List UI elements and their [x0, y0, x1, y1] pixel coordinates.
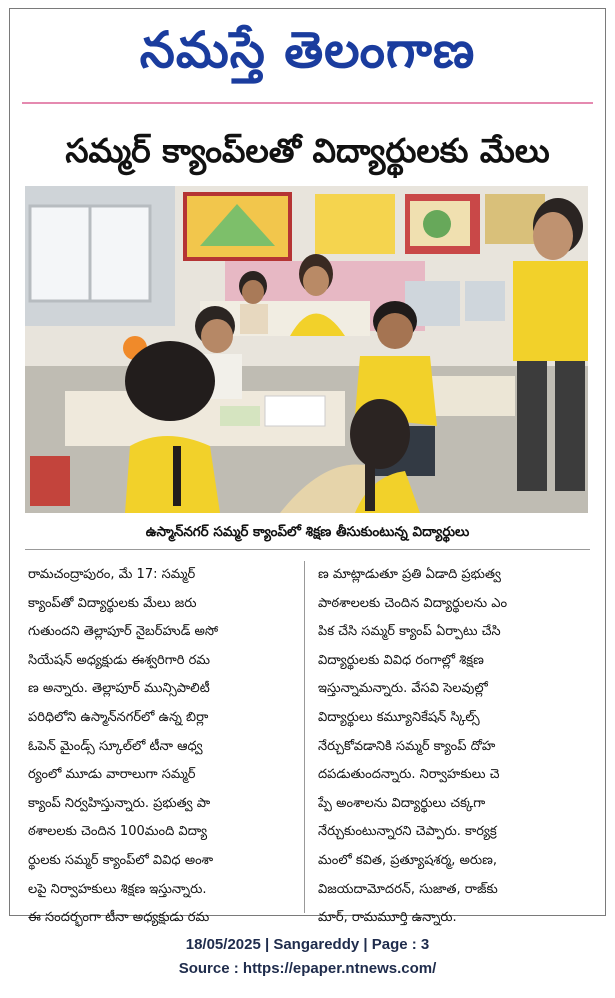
article-line: విజయదామోదరన్, సుజాత, రాజ్‌కు: [318, 881, 498, 897]
article-line: పరిధిలోని ఉస్మాన్‌నగర్‌లో ఉన్న బిర్లా: [28, 709, 209, 725]
article-line: ఠశాలలకు చెందిన 100మంది విద్యా: [28, 824, 208, 840]
article-line: నేర్చుకుంటున్నారని చెప్పారు. కార్యక్ర: [318, 824, 497, 840]
article-line: క్యాంప్‌తో విద్యార్థులకు మేలు జరు: [28, 595, 197, 611]
article-line: విద్యార్థులకు వివిధ రంగాల్లో శిక్షణ: [318, 652, 484, 668]
article-line: గుతుందని తెల్లాపూర్ నైబర్‌హుడ్ అసో: [28, 624, 219, 640]
masthead-logo: నమస్తే తెలంగాణ: [139, 21, 476, 79]
article-line: మంలో కవిత, ప్రత్యూషశర్మ, అరుణ,: [318, 852, 498, 868]
article-line: పిక చేసి సమ్మర్ క్యాంప్ ఏర్పాటు చేసి: [318, 624, 501, 640]
article-line: సియేషన్ అధ్యక్షుడు ఈశ్వరిగారి రమ: [28, 652, 211, 668]
news-photo: [25, 186, 588, 513]
article-line: విద్యార్థులు కమ్యూనికేషన్ స్కిల్స్: [318, 709, 480, 725]
article-line: నేర్చుకోవడానికి సమ్మర్ క్యాంప్ దోహ: [318, 738, 496, 754]
article-line: ణ మాట్లాడుతూ ప్రతి ఏడాది ప్రభుత్వ: [318, 567, 501, 582]
news-clipping: [9, 8, 606, 926]
article-line: లపై నిర్వాహకులు శిక్షణ ఇస్తున్నారు.: [28, 881, 207, 897]
article-line: ఈ సందర్భంగా టీనా అధ్యక్షుడు రమ: [28, 910, 210, 926]
article-column-left: [28, 561, 300, 933]
footer-source-link[interactable]: Source : https://epaper.ntnews.com/: [178, 960, 437, 977]
article-line: పాఠశాలలకు చెందిన విద్యార్థులను ఎం: [318, 595, 508, 611]
article-line: క్యాంప్ నిర్వహిస్తున్నారు. ప్రభుత్వ పా: [28, 795, 211, 811]
caption-rule: [25, 549, 590, 550]
article-line: ఓపెన్ మైండ్స్ స్కూల్‌లో టీనా ఆధ్వ: [28, 738, 203, 754]
footer-edition-info: 18/05/2025 | Sangareddy | Page : 3: [185, 936, 430, 953]
masthead-rule: [22, 102, 593, 104]
headline: సమ్మర్ క్యాంప్‌లతో విద్యార్థులకు మేలు: [65, 131, 550, 170]
article-line: ర్యంలో మూడు వారాలుగా సమ్మర్: [28, 767, 196, 783]
article-line: రామచంద్రాపురం, మే 17: సమ్మర్: [28, 567, 196, 582]
article-line: దపడుతుందన్నారు. నిర్వాహకులు చె: [318, 767, 500, 783]
column-divider: [304, 561, 305, 913]
article-line: ఇస్తున్నామన్నారు. వేసవి సెలవుల్లో: [318, 681, 488, 697]
article-column-right: [318, 561, 590, 933]
article-line: మార్, రామమూర్తి ఉన్నారు.: [318, 910, 457, 926]
article-line: ర్థులకు సమ్మర్ క్యాంప్‌లో వివిధ అంశా: [28, 852, 214, 868]
photo-caption: ఉస్మాన్‌నగర్ సమ్మర్ క్యాంప్‌లో శిక్షణ తీసుకుంటున్న విద్యార్థులు: [145, 524, 470, 540]
article-line: ణ అన్నారు. తెల్లాపూర్ మున్సిపాలిటీ: [28, 681, 210, 697]
article-line: ప్పే అంశాలను విద్యార్థులు చక్కగా: [318, 795, 486, 811]
